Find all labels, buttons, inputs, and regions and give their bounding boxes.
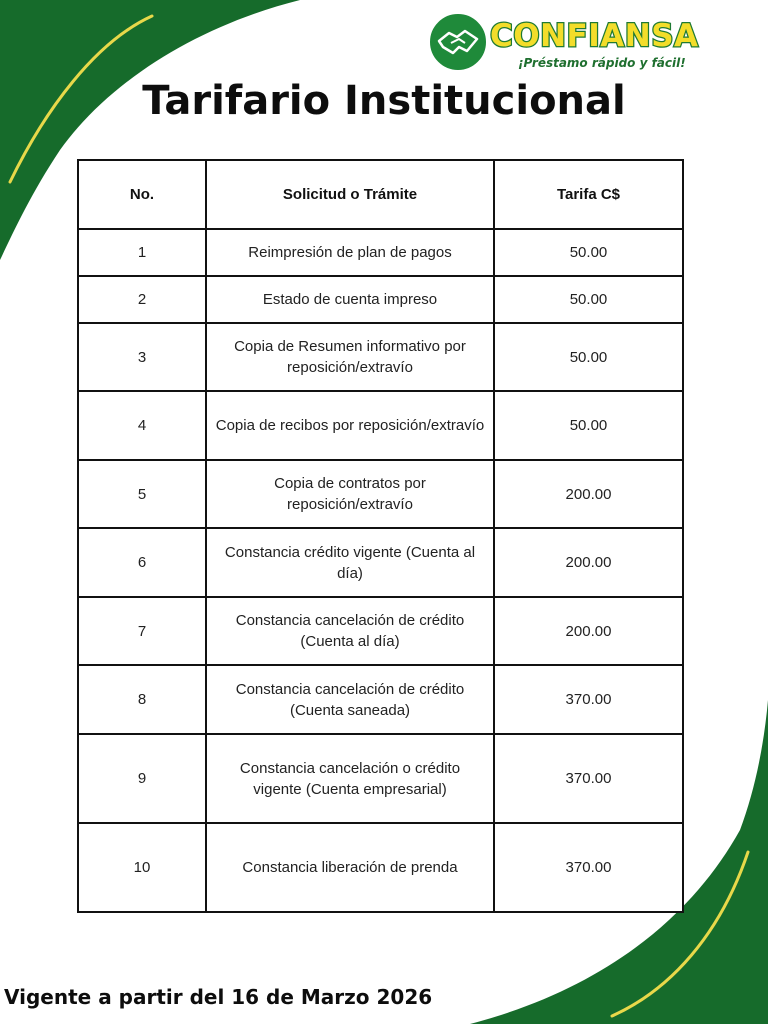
cell-solicitud: Constancia cancelación o crédito vigente (Cuenta empresarial) xyxy=(206,734,494,823)
cell-no: 6 xyxy=(78,528,206,597)
cell-solicitud: Constancia crédito vigente (Cuenta al día) xyxy=(206,528,494,597)
cell-solicitud: Copia de contratos por reposición/extravío xyxy=(206,460,494,528)
header-tarifa: Tarifa C$ xyxy=(494,160,683,229)
cell-tarifa: 200.00 xyxy=(494,528,683,597)
brand-name: CONFIANSA xyxy=(490,18,699,54)
cell-no: 1 xyxy=(78,229,206,276)
table-row xyxy=(78,665,683,734)
table-row xyxy=(78,229,683,276)
cell-no: 8 xyxy=(78,665,206,734)
cell-no: 2 xyxy=(78,276,206,323)
validity-note: Vigente a partir del 16 de Marzo 2026 xyxy=(4,985,433,1009)
cell-tarifa: 370.00 xyxy=(494,734,683,823)
cell-tarifa: 200.00 xyxy=(494,460,683,528)
header-no: No. xyxy=(78,160,206,229)
cell-tarifa: 200.00 xyxy=(494,597,683,665)
table-row xyxy=(78,276,683,323)
cell-tarifa: 370.00 xyxy=(494,665,683,734)
handshake-icon xyxy=(430,14,486,70)
table-row xyxy=(78,460,683,528)
cell-solicitud: Reimpresión de plan de pagos xyxy=(206,229,494,276)
page-title: Tarifario Institucional xyxy=(142,78,626,124)
cell-tarifa: 50.00 xyxy=(494,323,683,391)
cell-no: 7 xyxy=(78,597,206,665)
table-row xyxy=(78,528,683,597)
table-row xyxy=(78,823,683,912)
table-header-row xyxy=(78,160,683,229)
brand-tagline: ¡Préstamo rápido y fácil! xyxy=(518,56,686,70)
cell-solicitud: Constancia cancelación de crédito (Cuenta al día) xyxy=(206,597,494,665)
cell-solicitud: Copia de Resumen informativo por reposición/extravío xyxy=(206,323,494,391)
cell-no: 5 xyxy=(78,460,206,528)
table-row xyxy=(78,597,683,665)
cell-no: 9 xyxy=(78,734,206,823)
cell-solicitud: Constancia cancelación de crédito (Cuenta saneada) xyxy=(206,665,494,734)
cell-no: 3 xyxy=(78,323,206,391)
cell-solicitud: Constancia liberación de prenda xyxy=(206,823,494,912)
brand-logo xyxy=(430,12,699,74)
cell-solicitud: Copia de recibos por reposición/extravío xyxy=(206,391,494,460)
tariff-table xyxy=(77,159,684,913)
table-row xyxy=(78,391,683,460)
cell-tarifa: 50.00 xyxy=(494,391,683,460)
cell-solicitud: Estado de cuenta impreso xyxy=(206,276,494,323)
table-row xyxy=(78,323,683,391)
cell-no: 4 xyxy=(78,391,206,460)
cell-tarifa: 50.00 xyxy=(494,229,683,276)
header-solicitud: Solicitud o Trámite xyxy=(206,160,494,229)
cell-no: 10 xyxy=(78,823,206,912)
table-row xyxy=(78,734,683,823)
cell-tarifa: 50.00 xyxy=(494,276,683,323)
cell-tarifa: 370.00 xyxy=(494,823,683,912)
